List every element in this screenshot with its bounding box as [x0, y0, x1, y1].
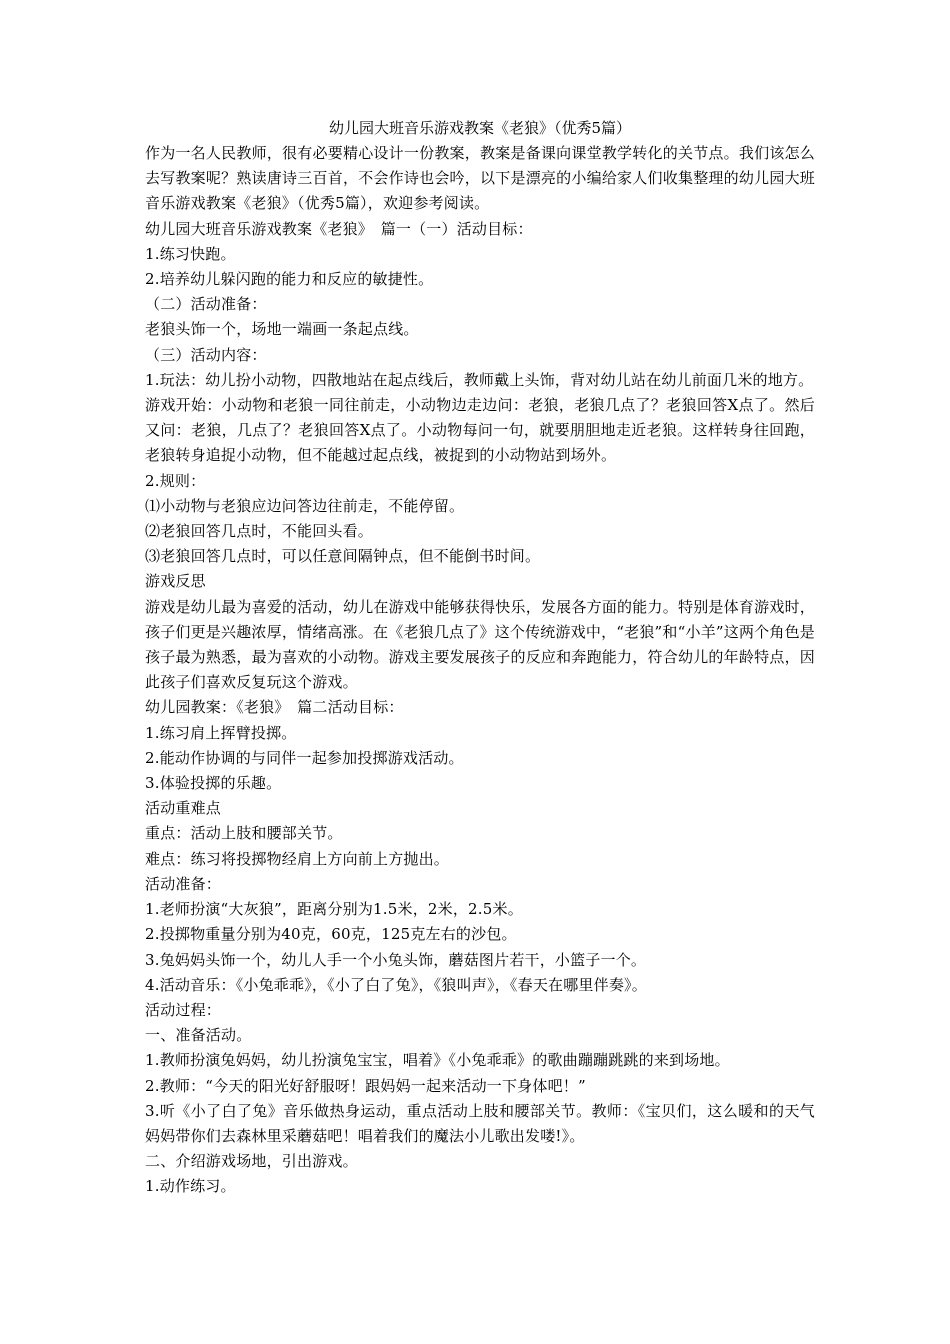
subheading: 一、准备活动。 [145, 1026, 252, 1045]
list-item: 3.兔妈妈头饰一个，幼儿人手一个小兔头饰，蘑菇图片若干，小篮子一个。 [145, 950, 647, 969]
list-item: 1.练习快跑。 [145, 244, 236, 263]
list-item: 1.练习肩上挥臂投掷。 [145, 723, 297, 742]
list-item: 1.教师扮演兔妈妈，幼儿扮演兔宝宝，唱着》《小兔乖乖》的歌曲蹦蹦跳跳的来到场地。 [145, 1051, 730, 1070]
list-item: 1.动作练习。 [145, 1177, 236, 1196]
paragraph: 游戏是幼儿最为喜爱的活动，幼儿在游戏中能够获得快乐，发展各方面的能力。特别是体育游戏时，孩子们更是兴趣浓厚，情绪高涨。在《老狼几点了》这个传统游戏中，“老狼”和“小羊”这两个角色是孩子最为熟悉，最为喜欢的小动物。游戏主要发展孩子的反应和奔跑能力，符合幼儿的年龄特点，因此孩子们喜欢反复玩这个游戏。 [145, 597, 815, 692]
subheading: （三）活动内容： [145, 345, 267, 364]
list-item: 4.活动音乐：《小兔乖乖》，《小了白了兔》，《狼叫声》，《春天在哪里伴奏》。 [145, 975, 647, 994]
list-item: 2.能动作协调的与同伴一起参加投掷游戏活动。 [145, 748, 464, 767]
subheading: 二、介绍游戏场地，引出游戏。 [145, 1152, 358, 1171]
list-item: 3.听《小了白了兔》音乐做热身运动，重点活动上肢和腰部关节。教师：《宝贝们，这么暖和的天气妈妈带你们去森林里采蘑菇吧！唱着我们的魔法小儿歌出发喽!》。 [145, 1101, 815, 1145]
paragraph: 重点：活动上肢和腰部关节。 [145, 824, 343, 843]
subheading: 活动重难点 [145, 799, 222, 818]
section-heading-1: 幼儿园大班音乐游戏教案《老狼》 篇一（一）活动目标： [145, 219, 533, 238]
list-item: 1.玩法：幼儿扮小动物，四散地站在起点线后，教师戴上头饰，背对幼儿站在幼儿前面几米的地方。 [145, 370, 814, 389]
list-item: 1.老师扮演“大灰狼”，距离分别为1.5米，2米，2.5米。 [145, 900, 523, 919]
document-page [145, 116, 815, 1200]
rule-item: ⑵老狼回答几点时，不能回头看。 [145, 522, 374, 541]
list-item: 2.培养幼儿躲闪跑的能力和反应的敏捷性。 [145, 270, 434, 289]
rule-item: ⑴小动物与老狼应边问答边往前走，不能停留。 [145, 496, 465, 515]
list-item: 2.教师：“今天的阳光好舒服呀！跟妈妈一起来活动一下身体吧！” [145, 1076, 586, 1095]
list-item: 2.规则： [145, 471, 206, 490]
subheading: 活动过程： [145, 1000, 222, 1019]
document-title: 幼儿园大班音乐游戏教案《老狼》（优秀5篇） [328, 119, 632, 137]
rule-item: ⑶老狼回答几点时，可以任意间隔钟点，但不能倒书时间。 [145, 547, 541, 566]
document-body [145, 141, 815, 1200]
paragraph: 老狼头饰一个，场地一端画一条起点线。 [145, 320, 419, 339]
subheading: （二）活动准备： [145, 295, 267, 314]
list-item: 3.体验投掷的乐趣。 [145, 774, 282, 793]
paragraph-intro: 作为一名人民教师，很有必要精心设计一份教案，教案是备课向课堂教学转化的关节点。我们该怎么去写教案呢？熟读唐诗三百首，不会作诗也会吟，以下是漂亮的小编给家人们收集整理的幼儿园大班音乐游戏教案《老狼》（优秀5篇），欢迎参考阅读。 [145, 144, 815, 213]
subheading: 游戏反思 [145, 572, 206, 591]
subheading: 活动准备： [145, 874, 222, 893]
section-heading-2: 幼儿园教案：《老狼》 篇二活动目标： [145, 698, 404, 717]
paragraph: 难点：练习将投掷物经肩上方向前上方抛出。 [145, 849, 450, 868]
paragraph: 游戏开始：小动物和老狼一同往前走，小动物边走边问：老狼，老狼几点了？老狼回答X点了。然后又问：老狼，几点了？老狼回答X点了。小动物每问一句，就要朋胆地走近老狼。这样转身往回跑，老狼转身追捉小动物，但不能越过起点线，被捉到的小动物站到场外。 [145, 396, 815, 465]
list-item: 2.投掷物重量分别为40克，60克，125克左右的沙包。 [145, 925, 517, 944]
